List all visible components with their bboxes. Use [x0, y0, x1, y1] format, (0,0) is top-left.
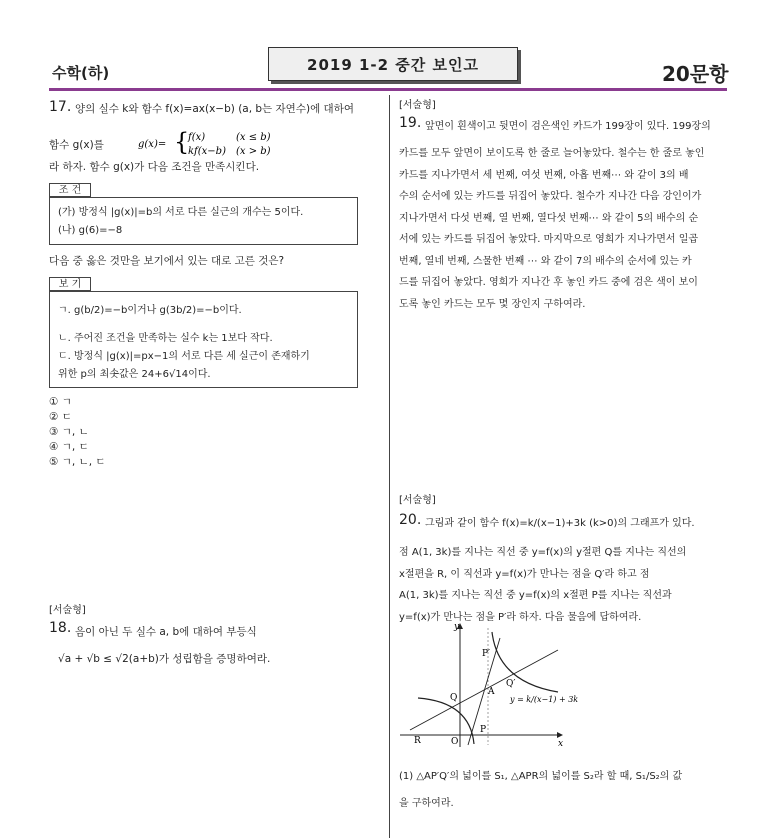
- q20-line: y=f(x)가 만나는 점을 P′라 하자. 다음 물음에 답하여라.: [399, 611, 642, 623]
- condition-box: [49, 197, 358, 245]
- view-item-2: ㄴ. 주어진 조건을 만족하는 실수 k는 1보다 작다.: [58, 333, 273, 344]
- condition-label: 조 건: [49, 183, 91, 197]
- q20-line: A(1, 3k)를 지나는 직선 중 y=f(x)의 x절편 P를 지나는 직선과: [399, 590, 672, 601]
- q17-line3: 라 하자. 함수 g(x)가 다음 조건을 만족시킨다.: [49, 161, 260, 173]
- label-curve: y = k/(x−1) + 3k: [510, 695, 579, 704]
- label-p-prime: P′: [482, 649, 491, 659]
- q20-sub1b: 을 구하여라.: [399, 798, 454, 809]
- label-p: P: [480, 725, 487, 735]
- label-x: x: [558, 739, 564, 749]
- view-item-3b: 위한 p의 최솟값은 24+6√14이다.: [58, 369, 211, 380]
- q19-line: 지나가면서 다섯 번째, 열 번째, 열다섯 번째⋯ 와 같이 5의 배수의 순: [399, 212, 699, 224]
- q19-first-line: 앞면이 흰색이고 뒷면이 검은색인 카드가 199장이 있다. 199장의: [425, 121, 711, 132]
- label-r: R: [414, 736, 421, 746]
- q20-tag: [서술형]: [399, 495, 436, 506]
- q19-line: 드를 뒤집어 놓았다. 영희가 지나간 후 놓인 카드 중에 검은 색이 보이: [399, 277, 698, 288]
- condition-a: (가) 방정식 |g(x)|=b의 서로 다른 실근의 개수는 5이다.: [58, 207, 304, 218]
- q20-graph: [398, 620, 579, 749]
- label-a: A: [488, 687, 495, 697]
- q19-tag: [서술형]: [399, 100, 436, 111]
- q19-number: 19.: [399, 115, 422, 131]
- q19-line: 수의 순서에 있는 카드를 뒤집어 놓았다. 철수가 지나간 다음 강인이가: [399, 191, 702, 202]
- label-q: Q: [450, 693, 458, 703]
- label-q-prime: Q′: [506, 679, 516, 689]
- header-divider: [49, 88, 727, 91]
- label-y: y: [454, 622, 460, 632]
- q20-first-line: 그림과 같이 함수 f(x)=k/(x−1)+3k (k>0)의 그래프가 있다.: [425, 518, 695, 529]
- hyperbola-graph: [398, 620, 579, 749]
- q20-body: [399, 542, 729, 628]
- condition-b: (나) g(6)=−8: [58, 225, 123, 236]
- choice-1[interactable]: ① ㄱ: [49, 396, 72, 408]
- q17-choices: [49, 395, 106, 470]
- q19-line: 카드를 지나가면서 세 번째, 여섯 번째, 아홉 번째⋯ 와 같이 3의 배: [399, 169, 689, 181]
- piecewise-function: [138, 129, 273, 159]
- svg-text:g(x)=: g(x)=: [138, 139, 167, 150]
- svg-text:f(x): f(x): [188, 132, 206, 143]
- q18-number: 18.: [49, 620, 72, 636]
- q20-line: 점 A(1, 3k)를 지나는 직선 중 y=f(x)의 y절편 Q를 지나는 직선의: [399, 547, 687, 558]
- q17-func-prefix: 함수 g(x)를: [49, 139, 104, 151]
- svg-text:kf(x−b): kf(x−b): [188, 146, 226, 157]
- svg-text:(x ≤ b): (x ≤ b): [236, 132, 271, 143]
- q18-line1: 음이 아닌 두 실수 a, b에 대하여 부등식: [75, 626, 257, 638]
- choice-4[interactable]: ④ ㄱ, ㄷ: [49, 441, 89, 453]
- subject-label: 수학(하): [52, 64, 110, 82]
- curve-right: [492, 632, 558, 692]
- q20-line: x절편을 R, 이 직선과 y=f(x)가 만나는 점을 Q′라 하고 점: [399, 568, 650, 580]
- q17-piecewise: [138, 129, 273, 159]
- question-count: 20문항: [662, 62, 729, 86]
- q17-question: 다음 중 옳은 것만을 보기에서 있는 대로 고른 것은?: [49, 255, 285, 267]
- q17-number: 17.: [49, 99, 72, 115]
- q18-line2: √a + √b ≤ √2(a+b)가 성립함을 증명하여라.: [58, 653, 271, 665]
- view-label: 보 기: [49, 277, 91, 291]
- choice-3[interactable]: ③ ㄱ, ㄴ: [49, 426, 89, 438]
- column-divider: [389, 95, 390, 838]
- choice-2[interactable]: ② ㄷ: [49, 411, 72, 423]
- svg-text:{: {: [174, 128, 190, 156]
- view-item-3a: ㄷ. 방정식 |g(x)|=px−1의 서로 다른 세 실근이 존재하기: [58, 351, 310, 362]
- view-box: [49, 291, 358, 388]
- q20-number: 20.: [399, 512, 422, 528]
- q19-body: [399, 143, 729, 315]
- q19-line: 도록 놓인 카드는 모두 몇 장인지 구하여라.: [399, 298, 586, 310]
- q20-sub1: (1) △AP′Q′의 넓이를 S₁, △APR의 넓이를 S₂라 할 때, S₁/S₂의 값: [399, 771, 683, 782]
- q19-line: 번째, 열네 번째, 스물한 번째 ⋯ 와 같이 7의 배수의 순서에 있는 카: [399, 255, 692, 267]
- q18-tag: [서술형]: [49, 605, 86, 616]
- label-o: O: [451, 737, 459, 747]
- q19-line: 서에 있는 카드를 뒤집어 놓았다. 마지막으로 영희가 지나가면서 일곱: [399, 234, 699, 245]
- exam-title: 2019 1-2 중간 보인고: [268, 47, 518, 81]
- view-item-1: ㄱ. g(b/2)=−b이거나 g(3b/2)=−b이다.: [58, 305, 242, 316]
- q19-line: 카드를 모두 앞면이 보이도록 한 줄로 늘어놓았다. 철수는 한 줄로 놓인: [399, 148, 705, 159]
- choice-5[interactable]: ⑤ ㄱ, ㄴ, ㄷ: [49, 456, 106, 468]
- svg-text:(x > b): (x > b): [236, 146, 271, 157]
- q17-intro: 양의 실수 k와 함수 f(x)=ax(x−b) (a, b는 자연수)에 대하여: [75, 103, 354, 115]
